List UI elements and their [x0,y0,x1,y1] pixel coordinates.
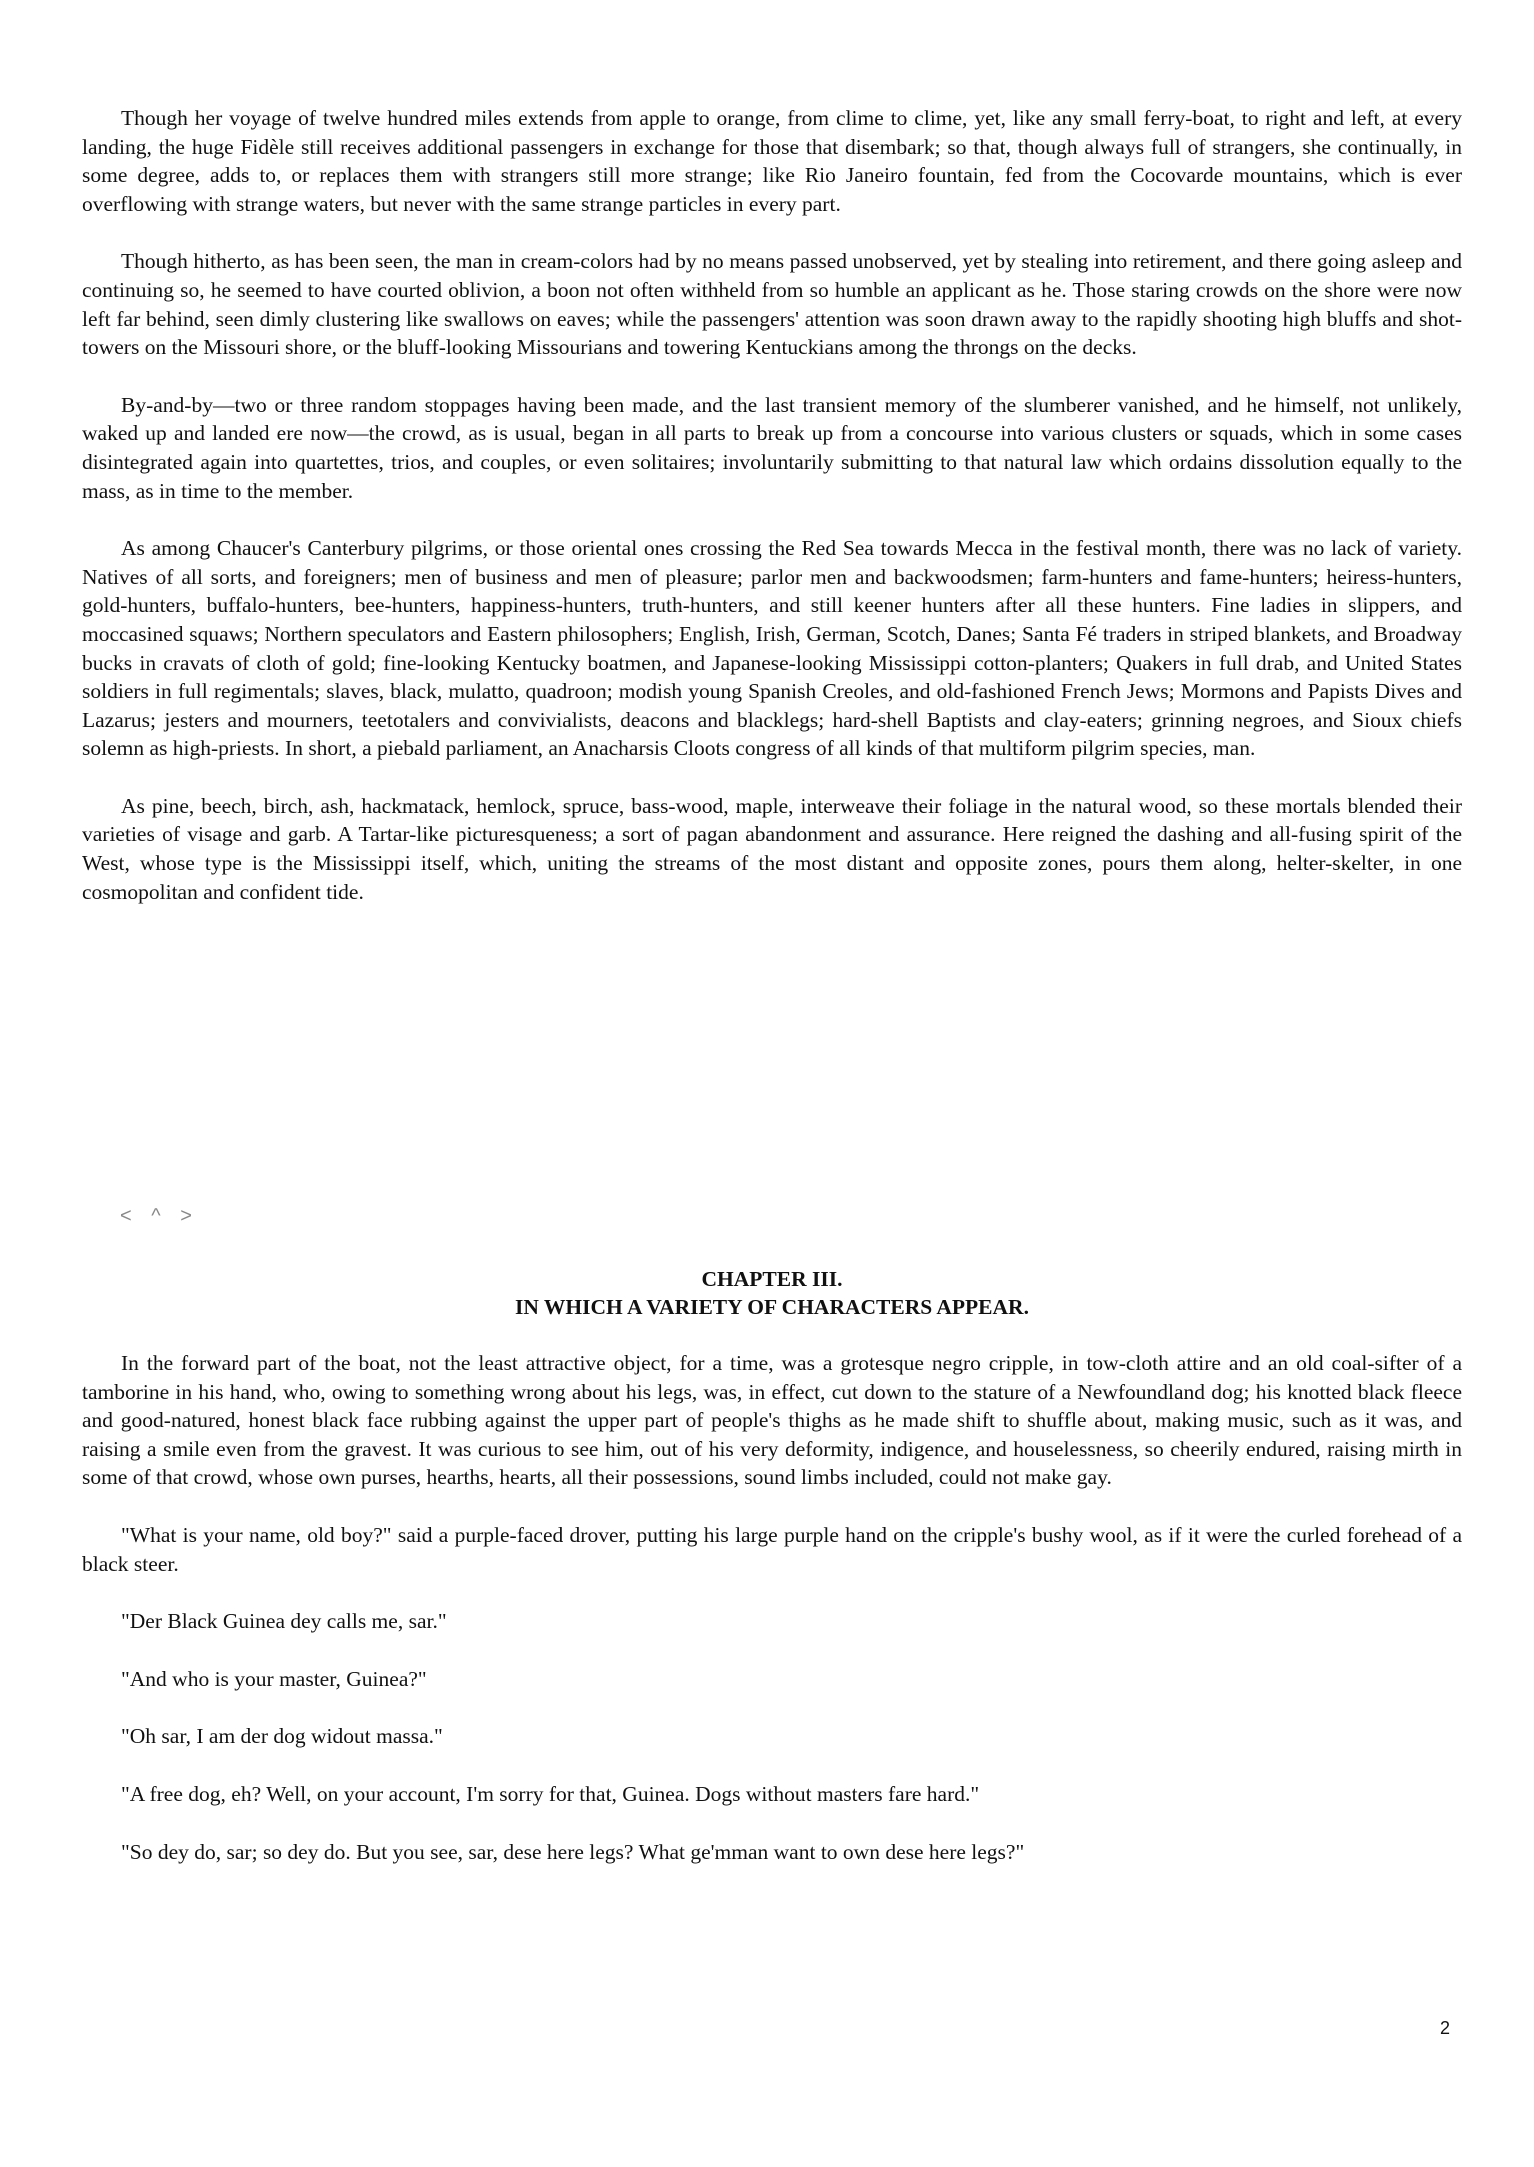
chapter-title: IN WHICH A VARIETY OF CHARACTERS APPEAR. [515,1295,1029,1319]
chapter-heading [82,1265,1462,1321]
table-of-contents-link[interactable]: ^ [151,1205,165,1227]
paragraph: "Der Black Guinea dey calls me, sar." [121,1609,447,1634]
paragraph: As pine, beech, birch, ash, hackmatack, hemlock, spruce, bass-wood, maple, interweave their foliage in the natural wood, so these mortals blended their varieties of visage and garb. A Tartar-like picturesqueness; a sort of pagan abandonment and assurance. Here reigned the dashing and all-fusing spirit of the West, whose type is the Mississippi itself, which, uniting the streams of the most distant and opposite zones, pours them along, helter-skelter, in one cosmopolitan and confident tide. [82,793,1462,904]
paragraph: Though hitherto, as has been seen, the man in cream-colors had by no means passed unobserved, yet by stealing into retirement, and there going asleep and continuing so, he seemed to have courted oblivion, a boon not often withheld from so humble an applicant as he. Those staring crowds on the shore were now left far behind, seen dimly clustering like swallows on eaves; while the passengers' attention was soon drawn away to the rapidly shooting high bluffs and shot-towers on the Missouri shore, or the bluff-looking Missourians and towering Kentuckians among the throngs on the decks. [82,249,1462,360]
paragraph: As among Chaucer's Canterbury pilgrims, or those oriental ones crossing the Red Sea towards Mecca in the festival month, there was no lack of variety. Natives of all sorts, and foreigners; men of business and men of pleasure; parlor men and backwoodsmen; farm-hunters and fame-hunters; heiress-hunters, gold-hunters, buffalo-hunters, bee-hunters, happiness-hunters, truth-hunters, and still keener hunters after all these hunters. Fine ladies in slippers, and moccasined squaws; Northern speculators and Eastern philosophers; English, Irish, German, Scotch, Danes; Santa Fé traders in striped blankets, and Broadway bucks in cravats of cloth of gold; fine-looking Kentucky boatmen, and Japanese-looking Mississippi cotton-planters; Quakers in full drab, and United States soldiers in full regimentals; slaves, black, mulatto, quadroon; modish young Spanish Creoles, and old-fashioned French Jews; Mormons and Papists Dives and Lazarus; jesters and mourners, teetotalers and convivialists, deacons and blacklegs; hard-shell Baptists and clay-eaters; grinning negroes, and Sioux chiefs solemn as high-priests. In short, a piebald parliament, an Anacharsis Cloots congress of all kinds of that multiform pilgrim species, man. [82,536,1462,761]
paragraph: "What is your name, old boy?" said a purple-faced drover, putting his large purple hand on the cripple's bushy wool, as if it were the curled forehead of a black steer. [82,1522,1462,1576]
paragraph: By-and-by—two or three random stoppages having been made, and the last transient memory of the slumberer vanished, and he himself, not unlikely, waked up and landed ere now—the crowd, as is usual, began in all parts to break up from a concourse into various clusters or squads, which in some cases disintegrated again into quartettes, trios, and couples, or even solitaires; involuntarily submitting to that natural law which ordains dissolution equally to the mass, as in time to the member. [82,392,1462,503]
chapter-two-body [82,104,1462,935]
paragraph: "Oh sar, I am der dog widout massa." [121,1724,443,1749]
paragraph: "So dey do, sar; so dey do. But you see, sar, dese here legs? What ge'mman want to own dese here legs?" [121,1839,1025,1864]
next-chapter-link[interactable]: > [180,1205,196,1227]
paragraph: "And who is your master, Guinea?" [121,1666,427,1691]
chapter-three-body [82,1349,1462,1895]
previous-chapter-link[interactable]: < [120,1205,136,1227]
page-number: 2 [1440,2018,1451,2038]
paragraph: In the forward part of the boat, not the least attractive object, for a time, was a grotesque negro cripple, in tow-cloth attire and an old coal-sifter of a tamborine in his hand, who, owing to something wrong about his legs, was, in effect, cut down to the stature of a Newfoundland dog; his knotted black fleece and good-natured, honest black face rubbing against the upper part of people's thighs as he made shift to shuffle about, making music, such as it was, and raising a smile even from the gravest. It was curious to see him, out of his very deformity, indigence, and houselessness, so cheerily endured, raising mirth in some of that crowd, whose own purses, hearths, hearts, all their possessions, sound limbs included, could not make gay. [82,1351,1462,1490]
paragraph: "A free dog, eh? Well, on your account, I'm sorry for that, Guinea. Dogs without masters fare hard." [121,1781,980,1806]
paragraph: Though her voyage of twelve hundred miles extends from apple to orange, from clime to clime, yet, like any small ferry-boat, to right and left, at every landing, the huge Fidèle still receives additional passengers in exchange for those that disembark; so that, though always full of strangers, she continually, in some degree, adds to, or replaces them with strangers still more strange; like Rio Janeiro fountain, fed from the Cocovarde mountains, which is ever overflowing with strange waters, but never with the same strange particles in every part. [82,106,1462,216]
chapter-number: CHAPTER III. [701,1267,843,1291]
chapter-navigation [120,1205,202,1228]
